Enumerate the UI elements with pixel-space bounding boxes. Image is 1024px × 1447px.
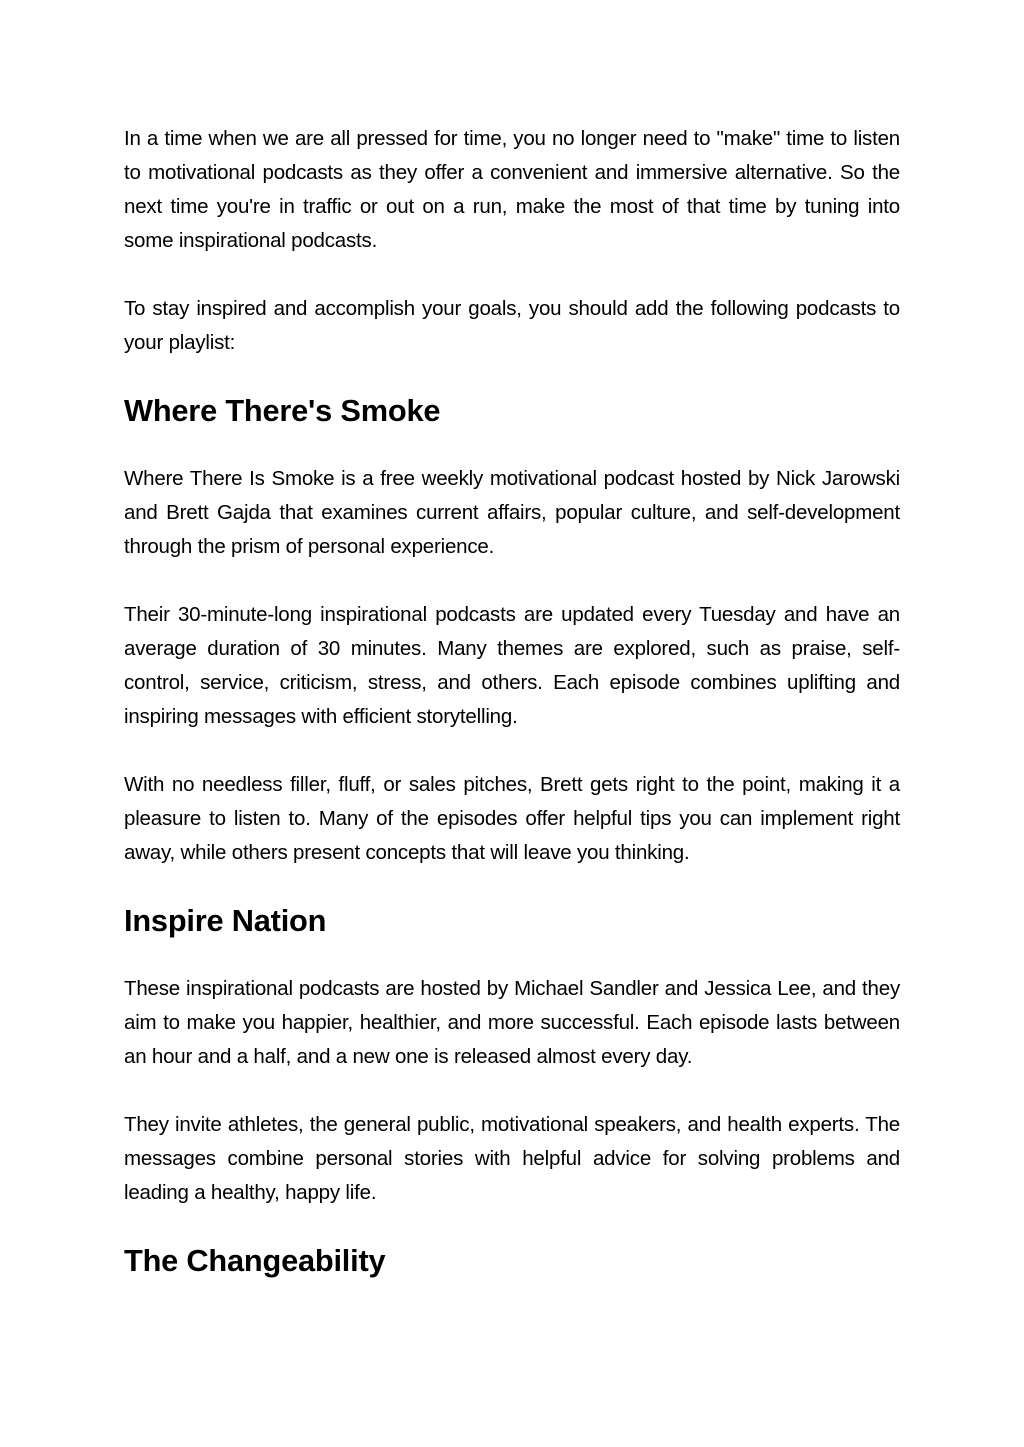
document-page [124,122,900,1312]
section-heading-where-theres-smoke: Where There's Smoke [124,393,441,428]
section-heading-inspire-nation: Inspire Nation [124,903,327,938]
inspire-nation-paragraph-1: These inspirational podcasts are hosted by Michael Sandler and Jessica Lee, and they aim to make you happier, healthier, and more successful. Each episode lasts between an hour and a half, and a new one is released almost every day. [124,977,900,1068]
playlist-intro-paragraph: To stay inspired and accomplish your goals, you should add the following podcasts to your playlist: [124,297,900,354]
inspire-nation-paragraph-2: They invite athletes, the general public, motivational speakers, and health experts. The messages combine personal stories with helpful advice for solving problems and leading a healthy, happy life. [124,1113,900,1204]
where-theres-smoke-paragraph-2: Their 30-minute-long inspirational podcasts are updated every Tuesday and have an average duration of 30 minutes. Many themes are explored, such as praise, self-control, service, criticism, stress, and others. Each episode combines uplifting and inspiring messages with efficient storytelling. [124,603,900,728]
intro-paragraph: In a time when we are all pressed for time, you no longer need to "make" time to listen to motivational podcasts as they offer a convenient and immersive alternative. So the next time you're in traffic or out on a run, make the most of that time by tuning into some inspirational podcasts. [124,127,900,252]
where-theres-smoke-paragraph-1: Where There Is Smoke is a free weekly motivational podcast hosted by Nick Jarowski and Brett Gajda that examines current affairs, popular culture, and self-development through the prism of personal experience. [124,467,900,558]
where-theres-smoke-paragraph-3: With no needless filler, fluff, or sales pitches, Brett gets right to the point, making it a pleasure to listen to. Many of the episodes offer helpful tips you can implement right away, while others present concepts that will leave you thinking. [124,773,900,864]
section-heading-the-changeability: The Changeability [124,1243,386,1278]
